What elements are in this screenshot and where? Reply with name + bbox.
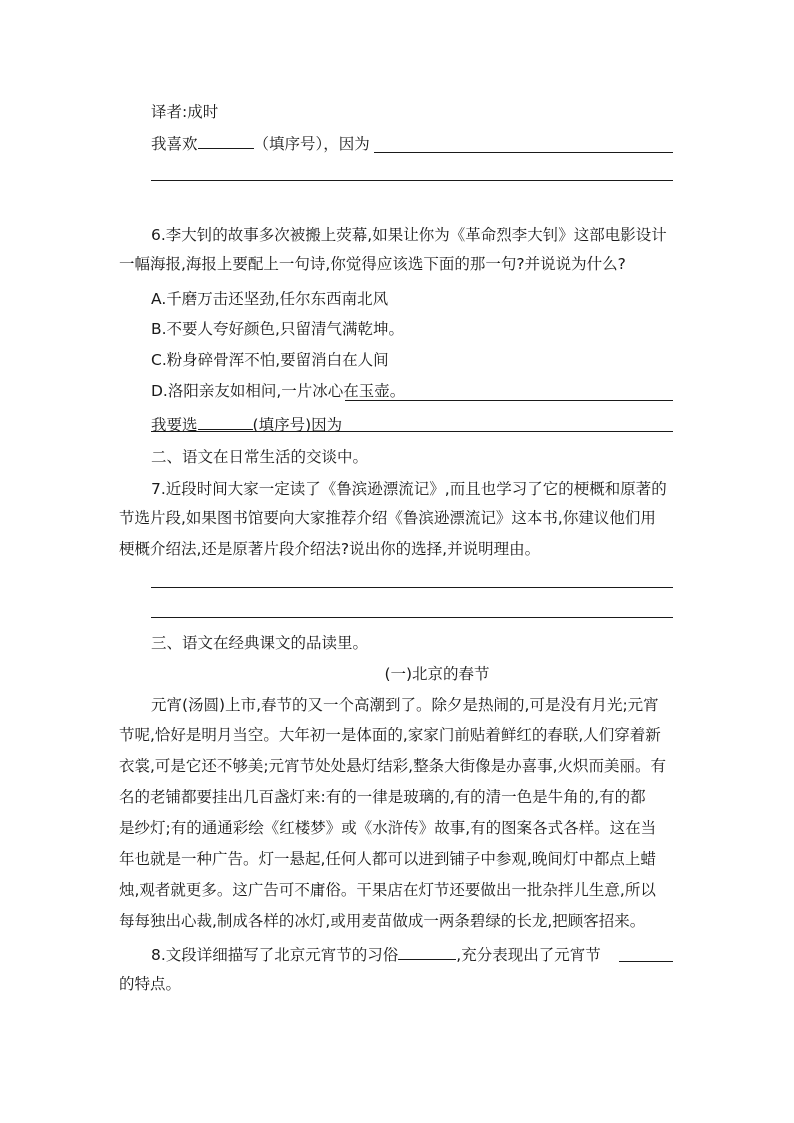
q6-option-b: B.不要人夸好颜色,只留清气满乾坤。: [151, 320, 404, 338]
q8-text-line-2: 的特点。: [119, 975, 182, 993]
translator-credit: 译者:成时: [151, 103, 219, 121]
q6-text-line-1: 6.李大钊的故事多次被搬上荧幕,如果让你为《革命烈李大钊》这部电影设计: [151, 226, 667, 244]
passage-line-5: 是纱灯;有的通通彩绘《红楼梦》或《水浒传》故事,有的图案各式各样。这在当: [119, 819, 657, 837]
passage-line-3: 衣裳,可是它还不够美;元宵节处处悬灯结彩,整条大街像是办喜事,火炽而美丽。有: [119, 757, 667, 775]
passage-line-8: 每每独出心裁,制成各样的冰灯,或用麦苗做成一两条碧绿的长龙,把顾客招来。: [119, 912, 646, 930]
q5-answer-middle: （填序号），因为: [253, 135, 370, 153]
q8-custom-blank[interactable]: [398, 944, 456, 960]
q8-feature-blank[interactable]: [619, 961, 673, 962]
q7-text-line-1: 7.近段时间大家一定读了《鲁滨逊漂流记》,而且也学习了它的梗概和原著的: [151, 480, 667, 498]
q6-option-a: A.千磨万击还坚劲,任尔东西南北风: [151, 290, 389, 308]
q6-text-line-2: 一幅海报,海报上要配上一句诗,你觉得应该选下面的那一句?并说说为什么?: [119, 255, 626, 273]
passage-title: (一)北京的春节: [384, 665, 490, 683]
q6-option-c: C.粉身碎骨浑不怕,要留消白在人间: [151, 351, 389, 369]
section-2-title: 二、语文在日常生活的交谈中。: [151, 448, 369, 466]
q5-choice-blank[interactable]: [198, 133, 254, 149]
passage-line-4: 名的老铺都要挂出几百盏灯来:有的一律是玻璃的,有的清一色是牛角的,有的都: [119, 788, 646, 806]
q5-reason-line-2[interactable]: [151, 180, 673, 181]
passage-line-7: 烛,观者就更多。这广告可不庸俗。干果店在灯节还要做出一批杂拌儿生意,所以: [119, 881, 656, 899]
q7-text-line-2: 节选片段,如果图书馆要向大家推荐介绍《鲁滨逊漂流记》这本书,你建议他们用: [119, 509, 656, 527]
q8-part-2: ,充分表现出了元宵节: [456, 946, 601, 964]
q5-answer-prefix: 我喜欢: [151, 135, 198, 153]
q5-answer-line: [151, 133, 370, 155]
q6-answer-line: [151, 414, 342, 436]
q6-answer-middle: (填序号)因为: [252, 416, 343, 434]
passage-line-6: 年也就是一种广告。灯一悬起,任何人都可以进到铺子中参观,晚间灯中都点上蜡: [119, 850, 656, 868]
passage-line-1: 元宵(汤圆)上市,春节的又一个高潮到了。除夕是热闹的,可是没有月光;元宵: [151, 696, 659, 714]
q8-part-1: 8.文段详细描写了北京元宵节的习俗: [151, 946, 399, 964]
q6-choice-blank[interactable]: [198, 414, 253, 430]
q6-reason-line-2[interactable]: [151, 431, 673, 432]
q8-text-line-1: [151, 944, 601, 966]
q6-answer-prefix: 我要选: [151, 416, 198, 434]
section-3-title: 三、语文在经典课文的品读里。: [151, 634, 369, 652]
q7-answer-line-1[interactable]: [151, 587, 673, 588]
q6-option-d: D.洛阳亲友如相问,一片冰心在玉壶。: [151, 382, 406, 400]
passage-line-2: 节呢,恰好是明月当空。大年初一是体面的,家家门前贴着鲜红的春联,人们穿着新: [119, 726, 661, 744]
q5-reason-blank[interactable]: [374, 152, 673, 153]
q6-reason-blank[interactable]: [345, 400, 673, 401]
q7-text-line-3: 梗概介绍法,还是原著片段介绍法?说出你的选择,并说明理由。: [119, 540, 541, 558]
q7-answer-line-2[interactable]: [151, 617, 673, 618]
